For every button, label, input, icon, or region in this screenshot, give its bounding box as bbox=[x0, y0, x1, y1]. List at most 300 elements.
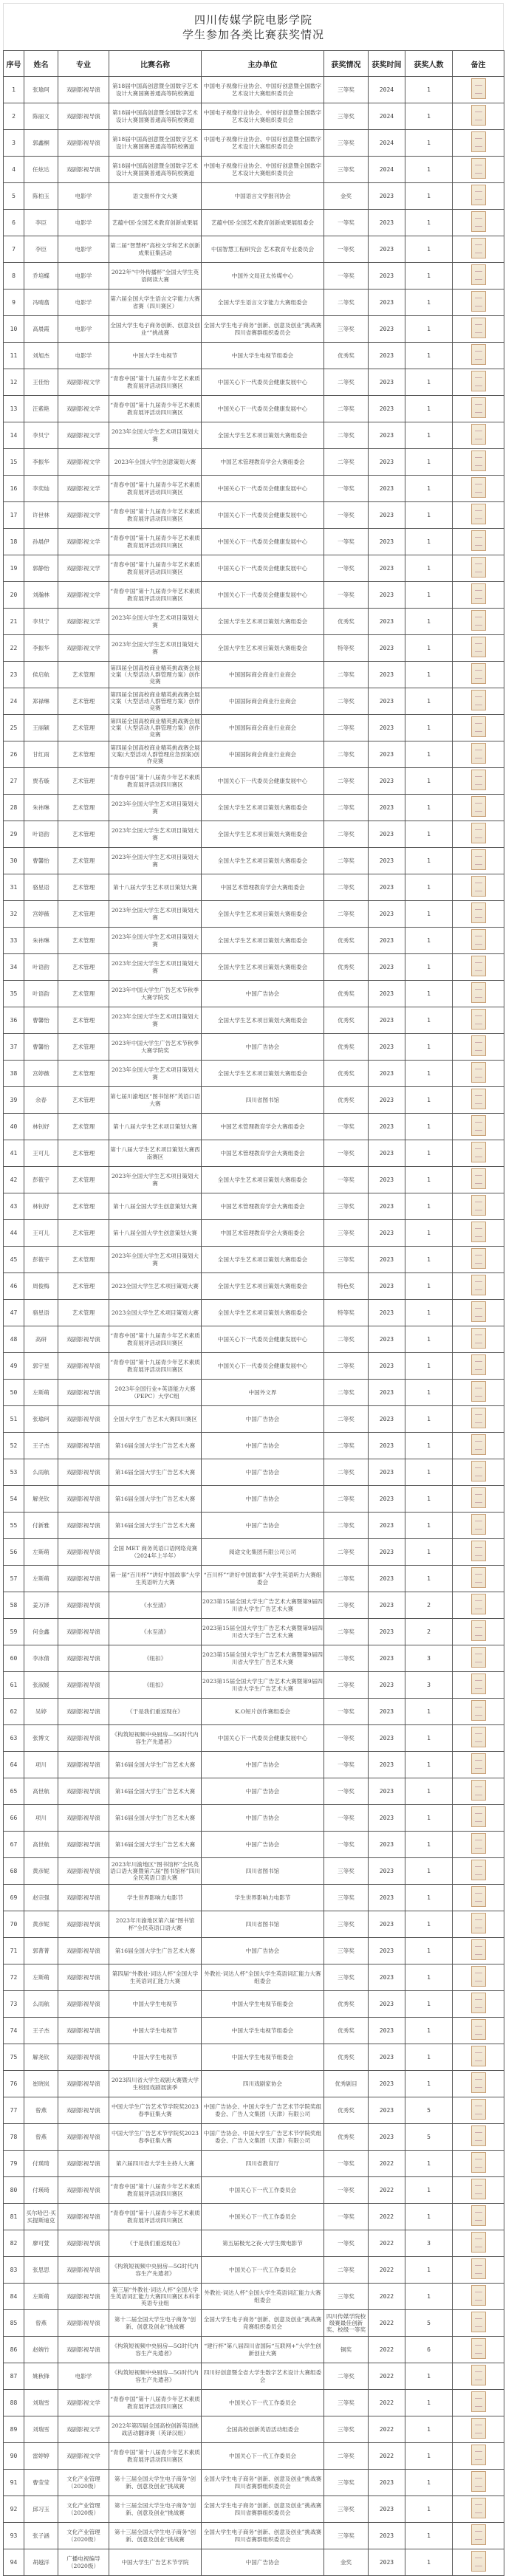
cell-award: 二等奖 bbox=[324, 901, 369, 928]
certificate-thumbnail-icon[interactable] bbox=[471, 2498, 486, 2518]
certificate-thumbnail-icon[interactable] bbox=[471, 2232, 486, 2253]
cell-organizer: 全国大学生电子商务“创新、创意及创业”挑战赛四川省赛群组织委员会 bbox=[202, 316, 324, 343]
table-row bbox=[4, 2177, 504, 2204]
certificate-thumbnail-icon[interactable] bbox=[471, 1780, 486, 1801]
certificate-thumbnail-icon[interactable] bbox=[471, 2099, 486, 2120]
certificate-thumbnail-icon[interactable] bbox=[471, 1487, 486, 1508]
cell-award: 三等奖 bbox=[324, 77, 369, 103]
cell-major: 电影学 bbox=[58, 263, 109, 290]
certificate-thumbnail-icon[interactable] bbox=[471, 2418, 486, 2439]
cell-remarks bbox=[453, 2071, 504, 2097]
cell-index: 61 bbox=[4, 1672, 24, 1699]
cell-remarks bbox=[453, 2363, 504, 2390]
cell-remarks bbox=[453, 2018, 504, 2044]
cell-organizer: 全国大学生艺术项目策划大赛组委会 bbox=[202, 1273, 324, 1300]
cell-award: 二等奖 bbox=[324, 715, 369, 741]
cell-year: 2023 bbox=[369, 1911, 405, 1938]
cell-year: 2023 bbox=[369, 1778, 405, 1805]
cell-year: 2023 bbox=[369, 183, 405, 210]
table-row bbox=[4, 1725, 504, 1752]
cell-index: 38 bbox=[4, 1061, 24, 1087]
cell-major: 电影学 bbox=[58, 183, 109, 210]
certificate-thumbnail-icon[interactable] bbox=[471, 504, 486, 524]
cell-index: 89 bbox=[4, 2416, 24, 2443]
cell-remarks bbox=[453, 2044, 504, 2071]
certificate-thumbnail-icon[interactable] bbox=[471, 238, 486, 258]
certificate-thumbnail-icon[interactable] bbox=[471, 1062, 486, 1083]
cell-remarks bbox=[453, 1539, 504, 1566]
cell-award: 二等奖 bbox=[324, 396, 369, 422]
certificate-thumbnail-icon[interactable] bbox=[471, 2365, 486, 2385]
cell-major: 戏剧影视导演 bbox=[58, 2044, 109, 2071]
cell-index: 17 bbox=[4, 502, 24, 529]
cell-count: 1 bbox=[405, 768, 453, 795]
certificate-thumbnail-icon[interactable] bbox=[471, 583, 486, 604]
certificate-thumbnail-icon[interactable] bbox=[471, 796, 486, 817]
cell-name: 左斯萌 bbox=[24, 2284, 58, 2310]
table-row bbox=[4, 103, 504, 130]
cell-organizer: 全国大学生艺术项目策划大赛组委会 bbox=[202, 795, 324, 821]
table-row bbox=[4, 1061, 504, 1087]
certificate-thumbnail-icon[interactable] bbox=[471, 743, 486, 764]
certificate-thumbnail-icon[interactable] bbox=[471, 371, 486, 391]
certificate-thumbnail-icon[interactable] bbox=[471, 1354, 486, 1375]
cell-year: 2023 bbox=[369, 1034, 405, 1061]
certificate-thumbnail-icon[interactable] bbox=[471, 1594, 486, 1614]
col-header-organizer: 主办单位 bbox=[202, 51, 324, 77]
certificate-thumbnail-icon[interactable] bbox=[471, 557, 486, 578]
table-row bbox=[4, 662, 504, 688]
certificate-thumbnail-icon[interactable] bbox=[471, 1806, 486, 1827]
cell-name: 郭静怡 bbox=[24, 555, 58, 582]
cell-remarks bbox=[453, 1832, 504, 1858]
cell-name: 曾燕 bbox=[24, 2124, 58, 2151]
cell-remarks bbox=[453, 1247, 504, 1273]
cell-name: 郭宇星 bbox=[24, 1353, 58, 1380]
cell-name: 项川 bbox=[24, 1805, 58, 1832]
cell-year: 2022 bbox=[369, 2151, 405, 2177]
cell-remarks bbox=[453, 1087, 504, 1114]
table-row bbox=[4, 1752, 504, 1778]
cell-remarks bbox=[453, 1353, 504, 1380]
cell-count: 1 bbox=[405, 821, 453, 848]
cell-contest: 2023年全国大学生艺术项目策划大赛 bbox=[109, 1007, 202, 1034]
certificate-thumbnail-icon[interactable] bbox=[471, 318, 486, 338]
cell-count: 3 bbox=[405, 2230, 453, 2257]
table-row bbox=[4, 1353, 504, 1380]
cell-name: 何金鑫 bbox=[24, 1619, 58, 1645]
certificate-thumbnail-icon[interactable] bbox=[471, 451, 486, 471]
cell-contest: 第16届全国大学生广告艺术大赛 bbox=[109, 1486, 202, 1513]
cell-year: 2022 bbox=[369, 2204, 405, 2230]
cell-organizer: 中国大学生电视节组委会 bbox=[202, 2044, 324, 2071]
cell-year: 2023 bbox=[369, 1513, 405, 1539]
certificate-thumbnail-icon[interactable] bbox=[471, 1939, 486, 1960]
cell-name: 叶语韵 bbox=[24, 981, 58, 1007]
cell-contest: 《于是我们重返现在》 bbox=[109, 2230, 202, 2257]
certificate-thumbnail-icon[interactable] bbox=[471, 1168, 486, 1189]
cell-organizer: 2023第15届全国大学生广告艺术大赛暨第9届四川省大学生广告艺术大赛 bbox=[202, 1592, 324, 1619]
cell-major: 戏剧影视导演 bbox=[58, 2018, 109, 2044]
certificate-thumbnail-icon[interactable] bbox=[471, 849, 486, 870]
certificate-thumbnail-icon[interactable] bbox=[471, 770, 486, 790]
cell-year: 2023 bbox=[369, 662, 405, 688]
cell-organizer: 全国大学生艺术项目策划大赛组委会 bbox=[202, 901, 324, 928]
cell-name: 许世林 bbox=[24, 502, 58, 529]
certificate-thumbnail-icon[interactable] bbox=[471, 1301, 486, 1322]
table-row bbox=[4, 1592, 504, 1619]
cell-contest: 第十三届全国大学生电子商务“创新、创意及创业”挑战赛 bbox=[109, 2496, 202, 2523]
certificate-thumbnail-icon[interactable] bbox=[471, 2338, 486, 2359]
cell-remarks bbox=[453, 236, 504, 263]
table-row bbox=[4, 1087, 504, 1114]
cell-major: 戏剧影视导演 bbox=[58, 2230, 109, 2257]
certificate-thumbnail-icon[interactable] bbox=[471, 1035, 486, 1056]
cell-year: 2023 bbox=[369, 316, 405, 343]
cell-name: 解尧钦 bbox=[24, 1486, 58, 1513]
certificate-thumbnail-icon[interactable] bbox=[471, 1567, 486, 1588]
cell-organizer: 四川好创意暨全省大学生数字艺术设计大赛组委会 bbox=[202, 2363, 324, 2390]
cell-organizer: 中国语言文学报刊协会 bbox=[202, 183, 324, 210]
cell-organizer: 中国关心下一代委员会健康发展中心 bbox=[202, 369, 324, 396]
table-row bbox=[4, 449, 504, 476]
cell-remarks bbox=[453, 2284, 504, 2310]
certificate-thumbnail-icon[interactable] bbox=[471, 1275, 486, 1295]
cell-remarks bbox=[453, 662, 504, 688]
certificate-thumbnail-icon[interactable] bbox=[471, 1328, 486, 1349]
certificate-thumbnail-icon[interactable] bbox=[471, 610, 486, 631]
cell-year: 2024 bbox=[369, 130, 405, 157]
certificate-thumbnail-icon[interactable] bbox=[471, 185, 486, 205]
cell-remarks bbox=[453, 502, 504, 529]
certificate-thumbnail-icon[interactable] bbox=[471, 291, 486, 312]
cell-organizer: 全国大学生电子商务“创新、创意及创业”挑战赛四川省赛群组织委员会 bbox=[202, 2496, 324, 2523]
certificate-thumbnail-icon[interactable] bbox=[471, 477, 486, 498]
certificate-thumbnail-icon[interactable] bbox=[471, 637, 486, 657]
cell-year: 2023 bbox=[369, 1087, 405, 1114]
cell-index: 28 bbox=[4, 795, 24, 821]
table-row bbox=[4, 1433, 504, 1459]
certificate-thumbnail-icon[interactable] bbox=[471, 530, 486, 551]
table-row bbox=[4, 2310, 504, 2337]
cell-organizer: 全国大学生艺术项目策划大赛组委会 bbox=[202, 1300, 324, 1326]
certificate-thumbnail-icon[interactable] bbox=[471, 716, 486, 737]
cell-year: 2023 bbox=[369, 1353, 405, 1380]
cell-major: 艺术管理 bbox=[58, 1114, 109, 1140]
cell-count: 1 bbox=[405, 1193, 453, 1220]
cell-award: 一等奖 bbox=[324, 2204, 369, 2230]
certificate-thumbnail-icon[interactable] bbox=[471, 1381, 486, 1402]
certificate-thumbnail-icon[interactable] bbox=[471, 1993, 486, 2013]
certificate-thumbnail-icon[interactable] bbox=[471, 1860, 486, 1880]
certificate-thumbnail-icon[interactable] bbox=[471, 1434, 486, 1455]
cell-count: 1 bbox=[405, 1433, 453, 1459]
cell-name: 曹莹莹 bbox=[24, 2470, 58, 2496]
table-row bbox=[4, 1300, 504, 1326]
cell-index: 33 bbox=[4, 928, 24, 954]
cell-major: 戏剧影视文学 bbox=[58, 609, 109, 635]
cell-major: 戏剧影视导演 bbox=[58, 1513, 109, 1539]
cell-award: 三等奖 bbox=[324, 1220, 369, 1247]
table-row bbox=[4, 2416, 504, 2443]
certificate-thumbnail-icon[interactable] bbox=[471, 2445, 486, 2465]
cell-index: 72 bbox=[4, 1964, 24, 1991]
cell-name: 姚秋锋 bbox=[24, 2363, 58, 2390]
certificate-thumbnail-icon[interactable] bbox=[471, 1541, 486, 1561]
cell-count: 1 bbox=[405, 343, 453, 369]
certificate-thumbnail-icon[interactable] bbox=[471, 2471, 486, 2492]
certificate-thumbnail-icon[interactable] bbox=[471, 264, 486, 285]
certificate-thumbnail-icon[interactable] bbox=[471, 211, 486, 232]
cell-award: 三等奖 bbox=[324, 1938, 369, 1964]
cell-index: 51 bbox=[4, 1406, 24, 1433]
cell-count: 1 bbox=[405, 1911, 453, 1938]
cell-index: 37 bbox=[4, 1034, 24, 1061]
certificate-thumbnail-icon[interactable] bbox=[471, 1195, 486, 1216]
cell-contest: “青春中国”第十九届青少年艺术素质教育展评活动四川赛区 bbox=[109, 582, 202, 609]
cell-count: 1 bbox=[405, 236, 453, 263]
certificate-thumbnail-icon[interactable] bbox=[471, 2125, 486, 2146]
cell-organizer: 中国大学生电视节组委会 bbox=[202, 2018, 324, 2044]
cell-award: 特等奖 bbox=[324, 635, 369, 662]
cell-year: 2023 bbox=[369, 741, 405, 768]
cell-index: 34 bbox=[4, 954, 24, 981]
certificate-thumbnail-icon[interactable] bbox=[471, 876, 486, 897]
cell-remarks bbox=[453, 2443, 504, 2470]
certificate-thumbnail-icon[interactable] bbox=[471, 1408, 486, 1428]
certificate-thumbnail-icon[interactable] bbox=[471, 344, 486, 365]
cell-count: 1 bbox=[405, 502, 453, 529]
cell-organizer: 四川戏剧家协会 bbox=[202, 2071, 324, 2097]
certificate-thumbnail-icon[interactable] bbox=[471, 2205, 486, 2226]
cell-year: 2023 bbox=[369, 1858, 405, 1885]
cell-award: 二等奖 bbox=[324, 1326, 369, 1353]
certificate-thumbnail-icon[interactable] bbox=[471, 1727, 486, 1747]
certificate-thumbnail-icon[interactable] bbox=[471, 1753, 486, 1774]
certificate-thumbnail-icon[interactable] bbox=[471, 1833, 486, 1854]
cell-remarks bbox=[453, 795, 504, 821]
certificate-thumbnail-icon[interactable] bbox=[471, 2524, 486, 2545]
cell-contest: 第四届全国高校商业精英挑战赛会展文案（大型活动人群管理方案）创作竞赛 bbox=[109, 662, 202, 688]
cell-organizer: 四川省图书馆 bbox=[202, 1858, 324, 1885]
certificate-thumbnail-icon[interactable] bbox=[471, 1115, 486, 1136]
certificate-thumbnail-icon[interactable] bbox=[471, 1620, 486, 1641]
certificate-thumbnail-icon[interactable] bbox=[471, 1514, 486, 1535]
certificate-thumbnail-icon[interactable] bbox=[471, 982, 486, 1003]
cell-count: 1 bbox=[405, 981, 453, 1007]
cell-major: 艺术管理 bbox=[58, 954, 109, 981]
cell-index: 54 bbox=[4, 1486, 24, 1513]
cell-count: 1 bbox=[405, 1885, 453, 1911]
cell-contest: 第16届全国大学生广告艺术大赛 bbox=[109, 1805, 202, 1832]
cell-award: 一等奖 bbox=[324, 1167, 369, 1193]
cell-index: 42 bbox=[4, 1167, 24, 1193]
cell-year: 2023 bbox=[369, 1300, 405, 1326]
cell-remarks bbox=[453, 290, 504, 316]
cell-contest: 2023年全国大学生艺术项目策划大赛 bbox=[109, 821, 202, 848]
certificate-thumbnail-icon[interactable] bbox=[471, 131, 486, 152]
table-row bbox=[4, 1911, 504, 1938]
certificate-thumbnail-icon[interactable] bbox=[471, 1248, 486, 1269]
cell-major: 戏剧影视导演 bbox=[58, 2337, 109, 2363]
cell-name: 骆星语 bbox=[24, 1300, 58, 1326]
cell-organizer: 全国大学生艺术项目策划大赛组委会 bbox=[202, 928, 324, 954]
certificate-thumbnail-icon[interactable] bbox=[471, 1222, 486, 1242]
cell-award: 铜奖 bbox=[324, 2337, 369, 2363]
cell-major: 艺术管理 bbox=[58, 715, 109, 741]
cell-index: 32 bbox=[4, 901, 24, 928]
certificate-thumbnail-icon[interactable] bbox=[471, 929, 486, 950]
cell-organizer: 全国大学生艺术项目策划大赛组委会 bbox=[202, 422, 324, 449]
certificate-thumbnail-icon[interactable] bbox=[471, 1647, 486, 1668]
cell-organizer: 中国艺术管理教育学会大赛组委会 bbox=[202, 1193, 324, 1220]
cell-year: 2023 bbox=[369, 2496, 405, 2523]
table-row bbox=[4, 2390, 504, 2416]
table-row bbox=[4, 1964, 504, 1991]
certificate-thumbnail-icon[interactable] bbox=[471, 1886, 486, 1907]
certificate-thumbnail-icon[interactable] bbox=[471, 2046, 486, 2066]
certificate-thumbnail-icon[interactable] bbox=[471, 1700, 486, 1721]
cell-count: 1 bbox=[405, 1778, 453, 1805]
cell-award: 二等奖 bbox=[324, 848, 369, 874]
cell-organizer: 中国广告协会 bbox=[202, 1778, 324, 1805]
certificate-thumbnail-icon[interactable] bbox=[471, 902, 486, 923]
cell-index: 24 bbox=[4, 688, 24, 715]
cell-name: 张子涵 bbox=[24, 2523, 58, 2549]
certificate-thumbnail-icon[interactable] bbox=[471, 663, 486, 684]
certificate-thumbnail-icon[interactable] bbox=[471, 158, 486, 179]
certificate-thumbnail-icon[interactable] bbox=[471, 2312, 486, 2332]
cell-organizer: 中国外文局亚太传媒中心 bbox=[202, 263, 324, 290]
cell-organizer: 2023第15届全国大学生广告艺术大赛暨第9届四川省大学生广告艺术大赛 bbox=[202, 1672, 324, 1699]
cell-index: 22 bbox=[4, 635, 24, 662]
cell-organizer: 全国大学生电子商务“创新、创意及创业”挑战赛四川省赛群组织委员会 bbox=[202, 2523, 324, 2549]
cell-remarks bbox=[453, 183, 504, 210]
cell-count: 1 bbox=[405, 476, 453, 502]
cell-award: 优秀奖 bbox=[324, 2018, 369, 2044]
certificate-thumbnail-icon[interactable] bbox=[471, 1674, 486, 1694]
cell-contest: 第三届“外教社·词达人杯”全国大学生英语词汇能力大赛四川赛区本科非英语专业组 bbox=[109, 2284, 202, 2310]
cell-count: 1 bbox=[405, 662, 453, 688]
cell-index: 77 bbox=[4, 2097, 24, 2124]
certificate-thumbnail-icon[interactable] bbox=[471, 1089, 486, 1109]
cell-award: 三等奖 bbox=[324, 2470, 369, 2496]
certificate-thumbnail-icon[interactable] bbox=[471, 1142, 486, 1162]
certificate-thumbnail-icon[interactable] bbox=[471, 2285, 486, 2306]
cell-name: 刘瀚林 bbox=[24, 582, 58, 609]
certificate-thumbnail-icon[interactable] bbox=[471, 2072, 486, 2093]
table-row bbox=[4, 1858, 504, 1885]
cell-year: 2023 bbox=[369, 2124, 405, 2151]
certificate-thumbnail-icon[interactable] bbox=[471, 424, 486, 445]
cell-organizer: 全国大学生艺术项目策划大赛组委会 bbox=[202, 1061, 324, 1087]
cell-count: 1 bbox=[405, 1459, 453, 1486]
cell-award: 一等奖 bbox=[324, 1778, 369, 1805]
cell-major: 戏剧影视导演 bbox=[58, 2310, 109, 2337]
certificate-thumbnail-icon[interactable] bbox=[471, 2152, 486, 2173]
cell-major: 艺术管理 bbox=[58, 1220, 109, 1247]
table-row bbox=[4, 1885, 504, 1911]
certificate-thumbnail-icon[interactable] bbox=[471, 2258, 486, 2279]
cell-major: 戏剧影视导演 bbox=[58, 1433, 109, 1459]
cell-major: 艺术管理 bbox=[58, 1061, 109, 1087]
cell-index: 1 bbox=[4, 77, 24, 103]
cell-index: 46 bbox=[4, 1273, 24, 1300]
cell-index: 52 bbox=[4, 1433, 24, 1459]
cell-contest: 《纽扣》 bbox=[109, 1672, 202, 1699]
certificate-thumbnail-icon[interactable] bbox=[471, 1966, 486, 1987]
cell-contest: 第16届全国大学生广告艺术大赛 bbox=[109, 1938, 202, 1964]
cell-major: 电影学 bbox=[58, 236, 109, 263]
cell-contest: 第十八届大学生艺术项目策划大赛 bbox=[109, 1114, 202, 1140]
cell-name: 吴婷 bbox=[24, 1699, 58, 1725]
certificate-thumbnail-icon[interactable] bbox=[471, 2391, 486, 2412]
certificate-thumbnail-icon[interactable] bbox=[471, 956, 486, 976]
cell-name: 黄彦妮 bbox=[24, 1911, 58, 1938]
cell-remarks bbox=[453, 1699, 504, 1725]
cell-remarks bbox=[453, 1513, 504, 1539]
cell-major: 戏剧影视导演 bbox=[58, 1459, 109, 1486]
cell-contest: 第四届“外教社·词达人杯”全国大学生英语词汇能力大赛 bbox=[109, 1964, 202, 1991]
certificate-thumbnail-icon[interactable] bbox=[471, 397, 486, 418]
cell-award: 二等奖 bbox=[324, 1433, 369, 1459]
cell-award: 二等奖 bbox=[324, 874, 369, 901]
table-row bbox=[4, 2151, 504, 2177]
cell-year: 2022 bbox=[369, 2257, 405, 2284]
cell-award: 二等奖 bbox=[324, 422, 369, 449]
cell-award: 二等奖 bbox=[324, 2363, 369, 2390]
certificate-thumbnail-icon[interactable] bbox=[471, 1461, 486, 1481]
cell-count: 3 bbox=[405, 1645, 453, 1672]
table-row bbox=[4, 768, 504, 795]
certificate-thumbnail-icon[interactable] bbox=[471, 2019, 486, 2040]
certificate-thumbnail-icon[interactable] bbox=[471, 78, 486, 99]
cell-count: 1 bbox=[405, 582, 453, 609]
table-row bbox=[4, 1326, 504, 1353]
cell-index: 15 bbox=[4, 449, 24, 476]
certificate-thumbnail-icon[interactable] bbox=[471, 2551, 486, 2572]
cell-year: 2023 bbox=[369, 688, 405, 715]
cell-major: 戏剧影视导演 bbox=[58, 1858, 109, 1885]
table-row bbox=[4, 2097, 504, 2124]
cell-award: 优秀奖 bbox=[324, 981, 369, 1007]
cell-contest: 2023年全国行业+英语能力大赛（PEPC）大学C组 bbox=[109, 1380, 202, 1406]
certificate-thumbnail-icon[interactable] bbox=[471, 1009, 486, 1030]
cell-name: 张瑜珂 bbox=[24, 1406, 58, 1433]
cell-major: 戏剧影视文学 bbox=[58, 2416, 109, 2443]
cell-name: 高世航 bbox=[24, 1832, 58, 1858]
cell-award: 二等奖 bbox=[324, 2257, 369, 2284]
cell-remarks bbox=[453, 343, 504, 369]
table-row bbox=[4, 343, 504, 369]
certificate-thumbnail-icon[interactable] bbox=[471, 105, 486, 126]
cell-name: 么雨航 bbox=[24, 1459, 58, 1486]
cell-year: 2023 bbox=[369, 290, 405, 316]
certificate-thumbnail-icon[interactable] bbox=[471, 1913, 486, 1933]
certificate-thumbnail-icon[interactable] bbox=[471, 823, 486, 843]
cell-remarks bbox=[453, 1619, 504, 1645]
cell-year: 2023 bbox=[369, 2549, 405, 2576]
cell-index: 16 bbox=[4, 476, 24, 502]
cell-index: 31 bbox=[4, 874, 24, 901]
cell-contest: 2023全国大学生艺术项目策划大赛 bbox=[109, 1273, 202, 1300]
certificate-thumbnail-icon[interactable] bbox=[471, 2179, 486, 2199]
cell-major: 戏剧影视导演 bbox=[58, 1619, 109, 1645]
cell-award: 一等奖 bbox=[324, 2230, 369, 2257]
cell-name: 冯晴翕 bbox=[24, 290, 58, 316]
certificate-thumbnail-icon[interactable] bbox=[471, 690, 486, 710]
cell-organizer: 中国关心下一代委员会健康发展中心 bbox=[202, 582, 324, 609]
